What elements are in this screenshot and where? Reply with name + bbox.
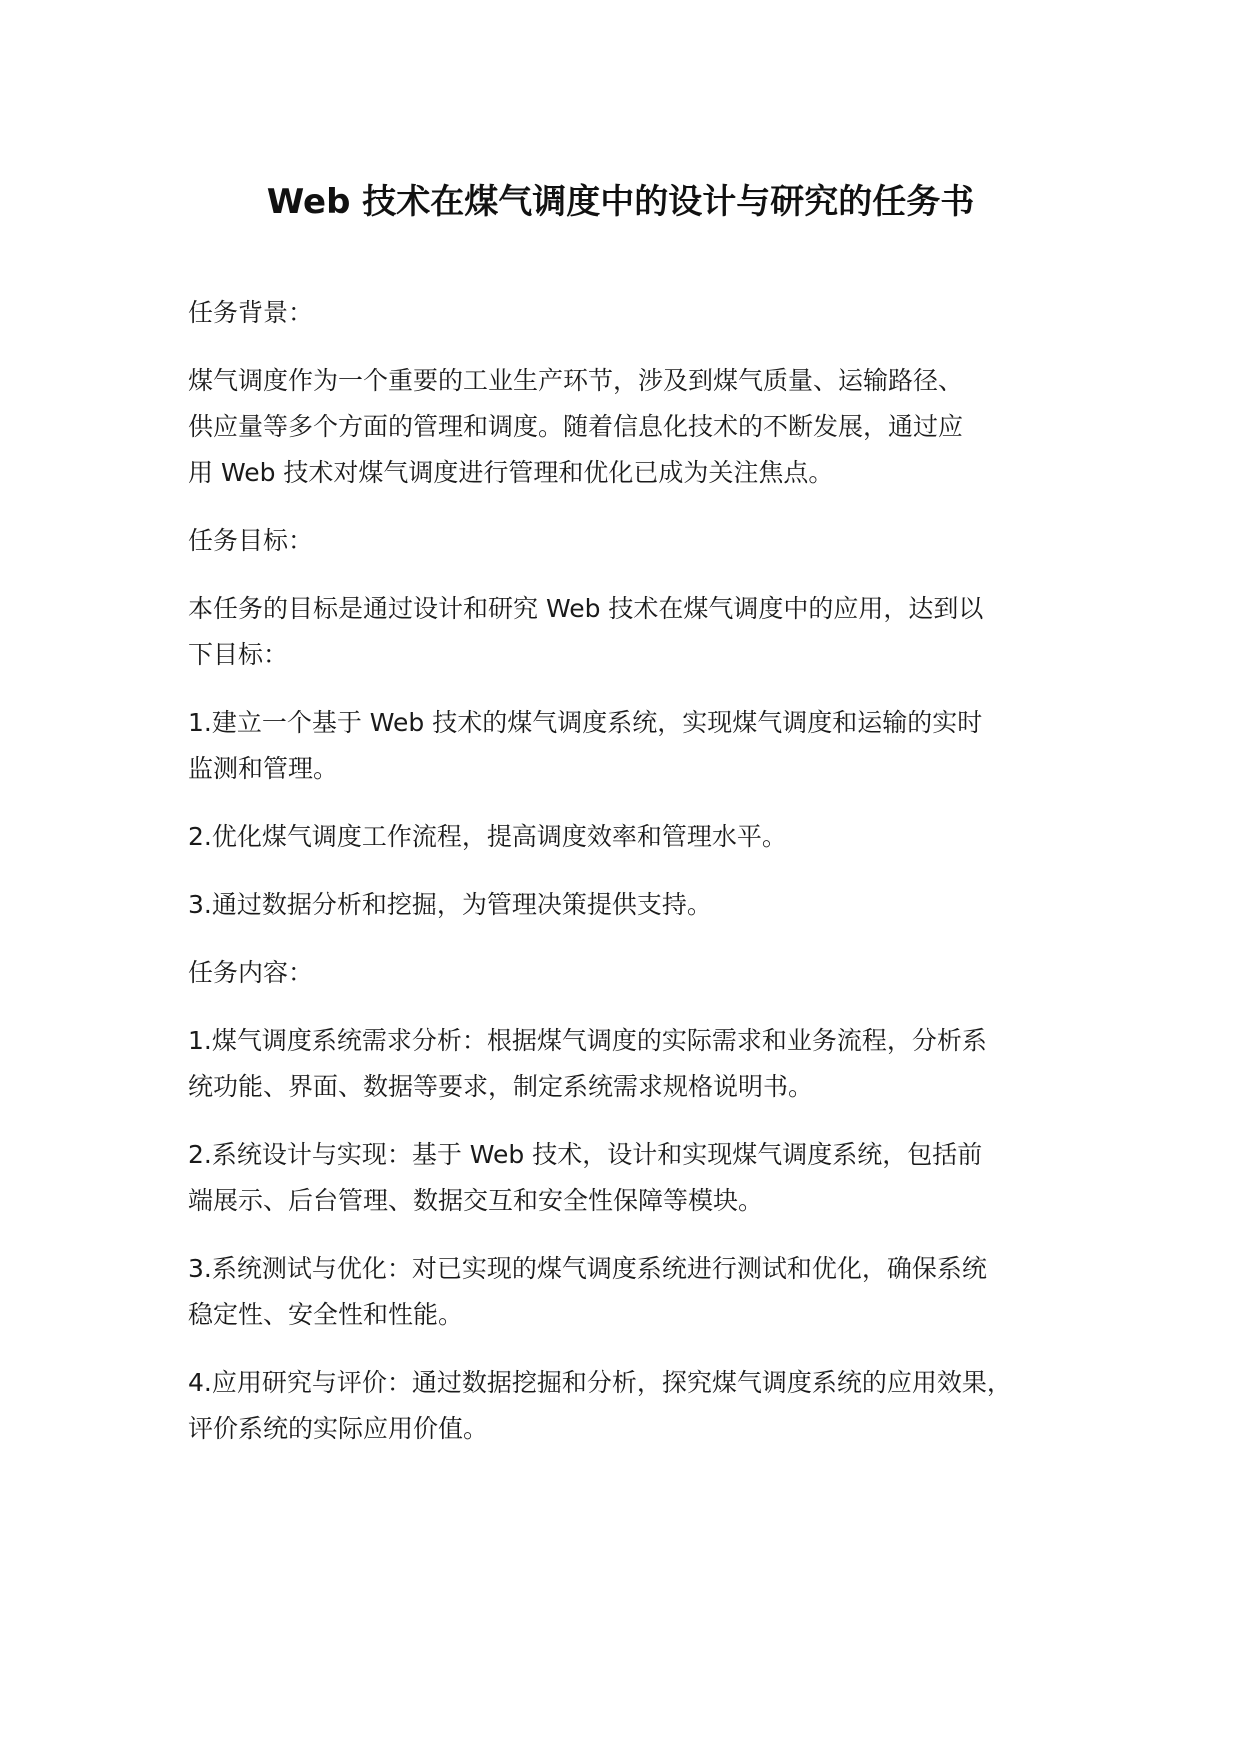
text-line: 下目标： [188, 640, 289, 669]
content-item-2 [188, 1132, 1088, 1224]
goal-item-3 [188, 882, 1088, 928]
paragraph-background [188, 358, 1088, 496]
text-line: 任务内容： [188, 958, 314, 987]
text-line: 1.建立一个基于 Web 技术的煤气调度系统，实现煤气调度和运输的实时 [188, 708, 983, 737]
text-line: 1.煤气调度系统需求分析：根据煤气调度的实际需求和业务流程，分析系 [188, 1026, 987, 1055]
text-line: 3.系统测试与优化：对已实现的煤气调度系统进行测试和优化，确保系统 [188, 1254, 987, 1283]
text-line: 煤气调度作为一个重要的工业生产环节，涉及到煤气质量、运输路径、 [188, 366, 964, 395]
paragraph-goals-intro [188, 586, 1088, 678]
text-line: 端展示、后台管理、数据交互和安全性保障等模块。 [188, 1186, 764, 1215]
text-line: 2.优化煤气调度工作流程，提高调度效率和管理水平。 [188, 822, 787, 851]
document-body [188, 290, 1088, 1474]
text-line: 供应量等多个方面的管理和调度。随着信息化技术的不断发展，通过应 [188, 412, 964, 441]
text-line: 统功能、界面、数据等要求，制定系统需求规格说明书。 [188, 1072, 814, 1101]
section-heading-goals [188, 518, 1088, 564]
section-heading-background [188, 290, 1088, 336]
text-line: 任务目标： [188, 526, 314, 555]
text-line: 用 Web 技术对煤气调度进行管理和优化已成为关注焦点。 [188, 458, 834, 487]
text-line: 本任务的目标是通过设计和研究 Web 技术在煤气调度中的应用，达到以 [188, 594, 984, 623]
text-line: 评价系统的实际应用价值。 [188, 1414, 489, 1443]
content-item-4 [188, 1360, 1088, 1452]
text-line: 任务背景： [188, 298, 314, 327]
text-line: 2.系统设计与实现：基于 Web 技术，设计和实现煤气调度系统，包括前 [188, 1140, 983, 1169]
content-item-3 [188, 1246, 1088, 1338]
text-line: 4.应用研究与评价：通过数据挖掘和分析，探究煤气调度系统的应用效果， [188, 1368, 1012, 1397]
document-title: Web 技术在煤气调度中的设计与研究的任务书 [266, 182, 975, 222]
content-item-1 [188, 1018, 1088, 1110]
text-line: 监测和管理。 [188, 754, 339, 783]
text-line: 3.通过数据分析和挖掘，为管理决策提供支持。 [188, 890, 712, 919]
goal-item-1 [188, 700, 1088, 792]
text-line: 稳定性、安全性和性能。 [188, 1300, 464, 1329]
goal-item-2 [188, 814, 1088, 860]
section-heading-content [188, 950, 1088, 996]
